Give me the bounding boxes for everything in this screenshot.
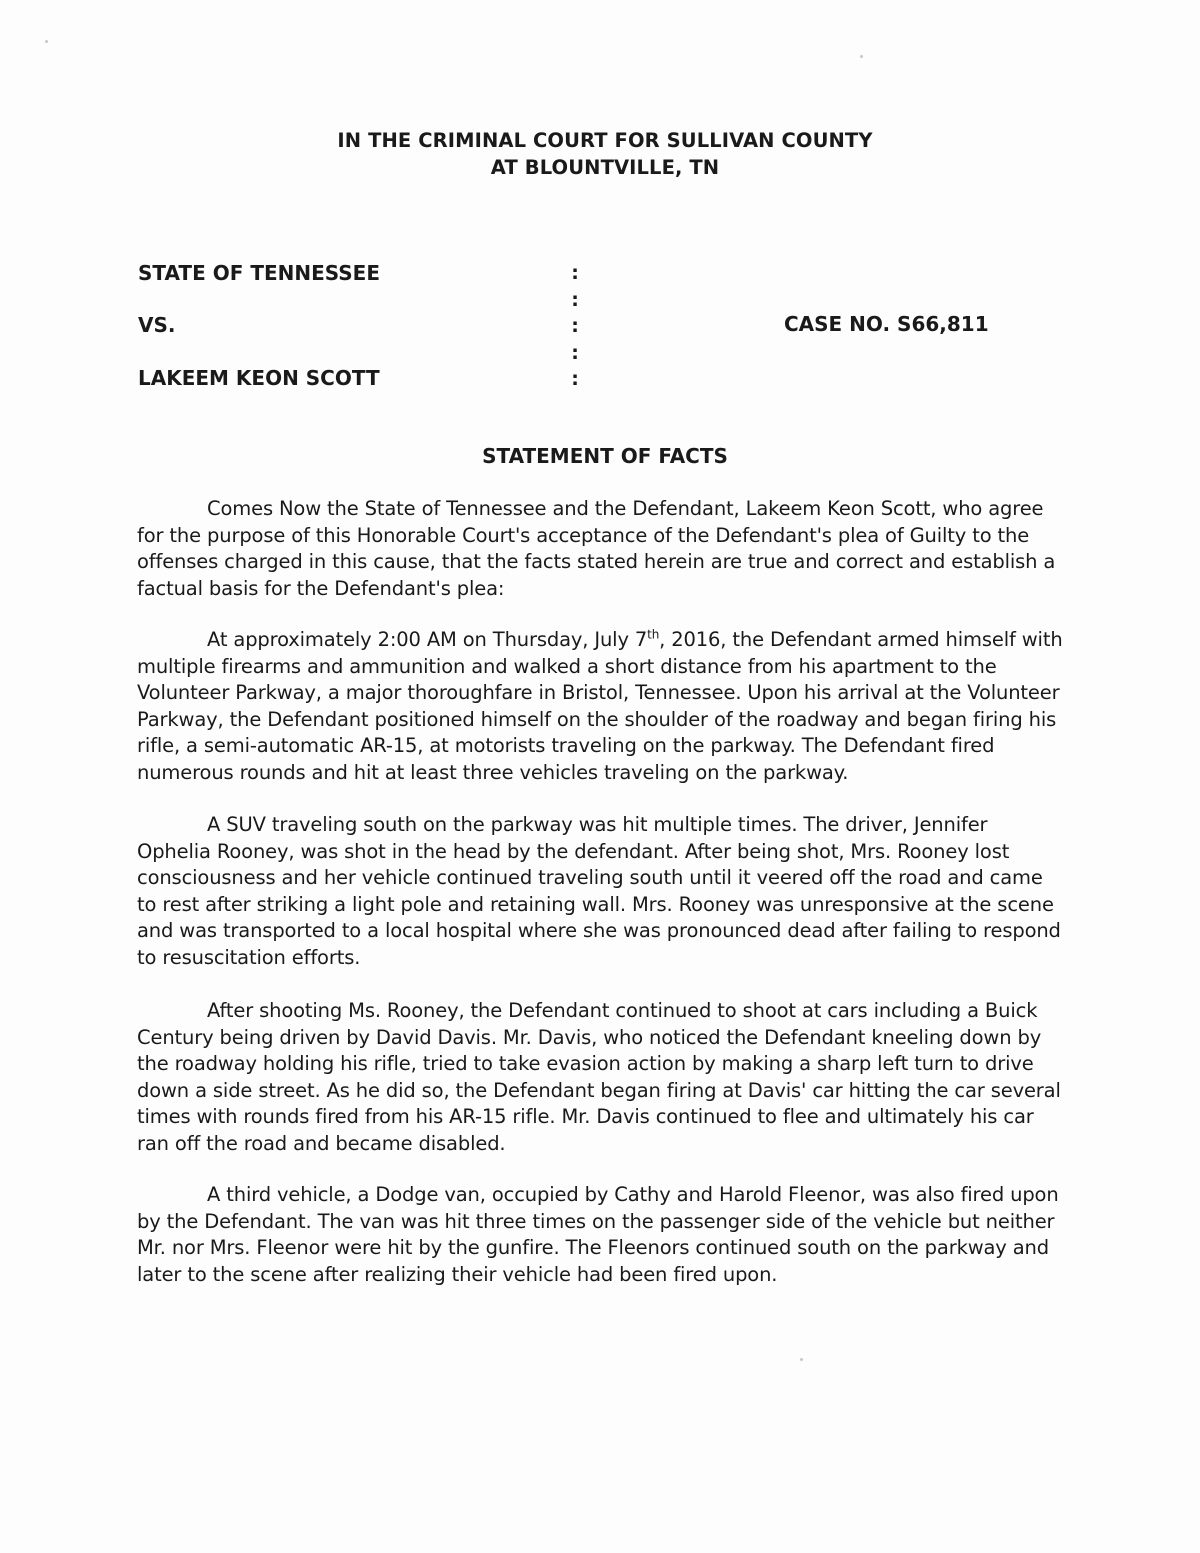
court-heading [0,127,1200,181]
caption-colon: : [571,368,579,390]
defendant-name: LAKEEM KEON SCOTT [138,366,380,390]
paragraph-text: At approximately 2:00 AM on Thursday, July 7 [207,628,648,651]
paragraph-davis: After shooting Ms. Rooney, the Defendant continued to shoot at cars including a Buick Century being driven by David Davis. Mr. Davis, who noticed the Defendant kneeling down by the roadway holding his rifle, tried to take evasion action by making a sharp left turn to drive down a side street. As he did so, the Defendant began firing at Davis' car hitting the car several times with rounds fired from his AR-15 rifle. Mr. Davis continued to flee and ultimately his car ran off the road and became disabled. [137,999,1061,1155]
paragraph-intro: Comes Now the State of Tennessee and the Defendant, Lakeem Keon Scott, who agree for the purpose of this Honorable Court's acceptance of the Defendant's plea of Guilty to the offenses charged in this cause, that the facts stated herein are true and correct and establish a factual basis for the Defendant's plea: [137,497,1056,600]
scan-speck [45,40,48,43]
plaintiff-name: STATE OF TENNESSEE [138,261,380,285]
paragraph-text: , 2016, the Defendant armed himself with multiple firearms and ammunition and walked a short distance from his apartment to the Volunteer Parkway, a major thoroughfare in Bristol, Tennessee. Upon his arrival at the Volunteer Parkway, the Defendant positioned himself on the shoulder of the roadway and began firing his rifle, a semi-automatic AR-15, at motorists traveling on the parkway. The Defendant fired numerous rounds and hit at least three vehicles traveling on the parkway. [137,628,1063,784]
scan-speck [860,55,863,58]
versus-label: VS. [138,313,176,337]
caption-colon: : [571,341,579,364]
case-number: CASE NO. S66,811 [784,312,989,336]
court-name: IN THE CRIMINAL COURT FOR SULLIVAN COUNTY [337,129,873,152]
caption-divider [568,260,582,393]
scan-speck [800,1358,803,1361]
document-title: STATEMENT OF FACTS [482,444,728,468]
caption-colon: : [571,262,579,284]
paragraph-fleenor: A third vehicle, a Dodge van, occupied by Cathy and Harold Fleenor, was also fired upon by the Defendant. The van was hit three times on the passenger side of the vehicle but neither Mr. nor Mrs. Fleenor were hit by the gunfire. The Fleenors continued south on the parkway and later to the scene after realizing their vehicle had been fired upon. [137,1183,1059,1286]
caption-colon: : [571,315,579,337]
caption-colon: : [571,288,579,311]
paragraph-rooney: A SUV traveling south on the parkway was hit multiple times. The driver, Jennifer Ophelia Rooney, was shot in the head by the defendant. After being shot, Mrs. Rooney lost consciousness and her vehicle continued traveling south until it veered off the road and came to rest after striking a light pole and retaining wall. Mrs. Rooney was unresponsive at the scene and was transported to a local hospital where she was pronounced dead after failing to respond to resuscitation efforts. [137,813,1061,969]
court-location: AT BLOUNTVILLE, TN [490,156,720,179]
paragraph-shooting-start [137,627,1067,786]
ordinal-suffix: th [647,627,660,642]
